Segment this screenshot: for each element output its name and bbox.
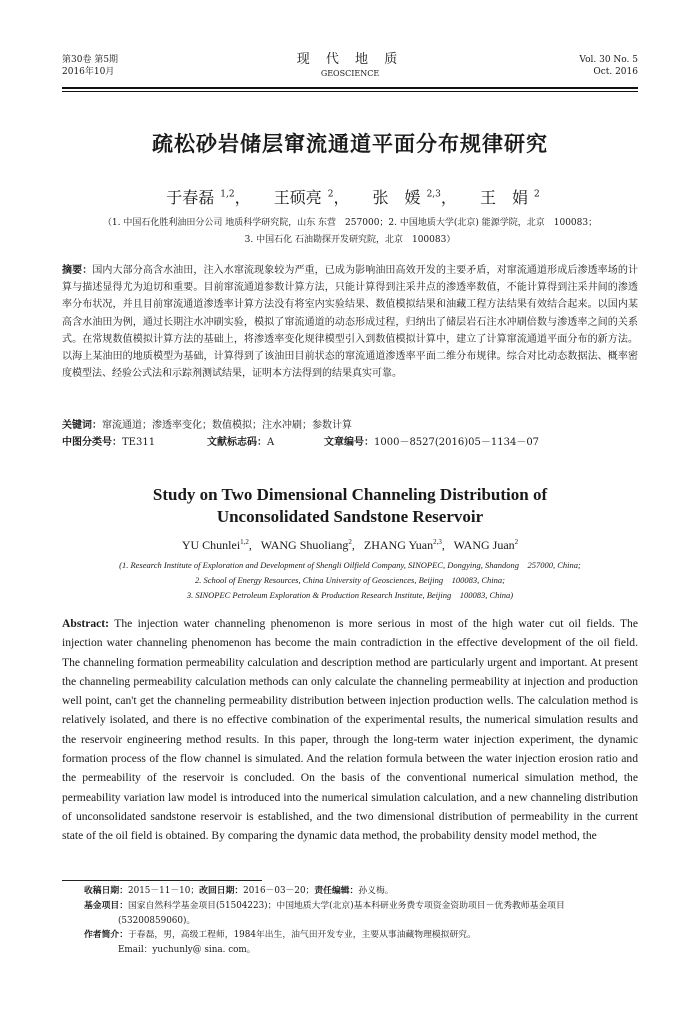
author-cn: 王 娟 $^2$ [480, 188, 540, 207]
affiliation-line: 2. School of Energy Resources, China University of Geosciences, Beijing 100083, China; [194, 575, 506, 585]
title-en-line: Study on Two Dimensional Channeling Distribution of [152, 485, 548, 504]
clc-value: TE311 [122, 437, 156, 448]
affiliation-line: (1. Research Institute of Exploration and Development of Shengli Oilfield Company, SINOPEC, Dongying, Shandong 257000, China; [119, 560, 581, 570]
volume-en: Vol. 30 No. 5 [579, 55, 638, 65]
affiliations-cn [62, 215, 638, 249]
affiliation-line: （1. 中国石化胜利油田分公司 地质科学研究院，山东 东营 257000；2. 中国地质大学(北京) 能源学院，北京 100083； [102, 218, 598, 228]
affiliation-line: 3. 中国石化 石油勘探开发研究院，北京 100083） [244, 235, 456, 245]
keywords-text: 窜流通道；渗透率变化；数值模拟；注水冲刷；参数计算 [102, 420, 352, 431]
header-right [579, 54, 638, 78]
date-cn: 2016年10月 [62, 67, 115, 77]
abstract-cn [62, 262, 638, 382]
author-en: WANG Shuoliang$^2$, [260, 538, 361, 552]
date-en: Oct. 2016 [593, 67, 638, 77]
author-cn: 于春磊 $^{1,2}$， [166, 188, 251, 207]
header-center [62, 52, 638, 79]
article-no-label: 文章编号： [324, 437, 374, 448]
footnote-author: 作者简介：于春磊，男，高级工程师，1984年出生，油气田开发专业，主要从事油藏物理模拟研究。 Email：yuchunly@ sina. com。 [84, 928, 640, 958]
running-header [62, 52, 638, 86]
affiliations-en [62, 558, 638, 603]
abstract-en [62, 614, 638, 846]
affiliation-line: 3. SINOPEC Petroleum Exploration & Production Research Institute, Beijing 100083, China) [186, 590, 514, 600]
abstract-cn-text: 国内大部分高含水油田，注入水窜流现象较为严重，已成为影响油田高效开发的主要矛盾，对窜流通道形成后渗透率场的计算与描述显得尤为迫切和重要。目前窜流通道参数计算方法，只能计算得到注采井点的渗透率数值，不能计算得到注采井间的渗透率分布状况，并且目前窜流通道渗透率计算方法没有将室内实验结果、数值模拟结果和油藏工程方法结果有效结合起来。以国内某高含水油田为例，通过长期注水冲刷实验，模拟了窜流通道的动态形成过程，归纳出了储层岩石注水冲刷倍数与渗透率之间的关系式。在常规数值模拟计算方法的基础上，将渗透率变化规律模型引入到数值模拟计算中，建立了计算窜流通道平面分布的新方法。以海上某油田的地质模型为基础，计算得到了该油田目前状态的窜流通道渗透率平面二维分布规律。综合对比动态数据法、概率密度模型法、经验公式法和示踪剂测试结果，证明本方法得到的结果真实可靠。 [62, 265, 639, 380]
article-no-value: 1000－8527(2016)05－1134－07 [374, 437, 540, 448]
header-rule-thin [62, 91, 638, 92]
author-email: Email：yuchunly@ sina. com。 [118, 945, 256, 956]
footnotes [84, 884, 640, 958]
footnote-dates: 收稿日期：2015－11－10；改回日期：2016－03－20；责任编辑：孙义梅。 [84, 886, 394, 896]
author-en: YU Chunlei$^{1,2}$, [181, 538, 258, 552]
title-cn: 疏松砂岩储层窜流通道平面分布规律研究 [152, 132, 548, 156]
keywords [62, 417, 638, 434]
header-rule-thick [62, 87, 638, 89]
authors-cn [62, 185, 638, 208]
title-en [62, 484, 638, 528]
author-cn: 张 媛 $^{2,3}$， [372, 188, 457, 207]
doc-code-label: 文献标志码： [207, 437, 267, 448]
abstract-cn-label: 摘要： [62, 265, 93, 276]
abstract-en-text: The injection water channeling phenomenon is more serious in most of the high water cut oil fields. The injection water channeling phenomenon has become the main contradiction in the effective development of the oil field. The channeling formation permeability calculation and description method are particularly urgent and important. At present the channeling permeability calculation methods can only calculate the channeling permeability at injection and production well point, can't get the channeling permeability distribution between injection production wells. The calculation method is relatively isolated, and there is no effective combination of the experimental results, the numerical simulation results and the reservoir engineering method results. In this paper, through the long-term water injection experiment, the dynamic formation process of the flow channel is simulated. And the relation formula between the water injection erosion ratio and the permeability of the reservoir is concluded. On the basis of the conventional numerical simulation method, the permeability variation law model is introduced into the numerical simulation calculation, and a new channeling distribution of unconsolidated sandstone reservoir is established, and the two dimensional distribution of permeability in the current state of the oil field is obtained. By comparing the dynamic data method, the probability density model method, the [62, 617, 638, 843]
doc-code-value: A [267, 437, 275, 448]
keywords-label: 关键词： [62, 420, 102, 431]
author-cn: 王硕亮 $^2$， [273, 188, 350, 207]
journal-name-cn: 现 代 地 质 [296, 52, 404, 67]
volume-cn: 第30卷 第5期 [62, 55, 119, 65]
clc-label: 中图分类号： [62, 437, 122, 448]
authors-en [62, 538, 638, 553]
footnote-fund: 基金项目：国家自然科学基金项目(51504223)；中国地质大学(北京)基本科研业务费专项资金资助项目－优秀教师基金项目 (53200859060)。 [84, 900, 565, 926]
author-en: WANG Juan$^2$ [453, 538, 519, 552]
author-en: ZHANG Yuan$^{2,3}$, [363, 538, 451, 552]
footnote-rule [62, 880, 262, 881]
abstract-en-label: Abstract: [62, 617, 110, 630]
journal-name-en: GEOSCIENCE [320, 69, 380, 78]
title-en-line: Unconsolidated Sandstone Reservoir [216, 507, 484, 526]
